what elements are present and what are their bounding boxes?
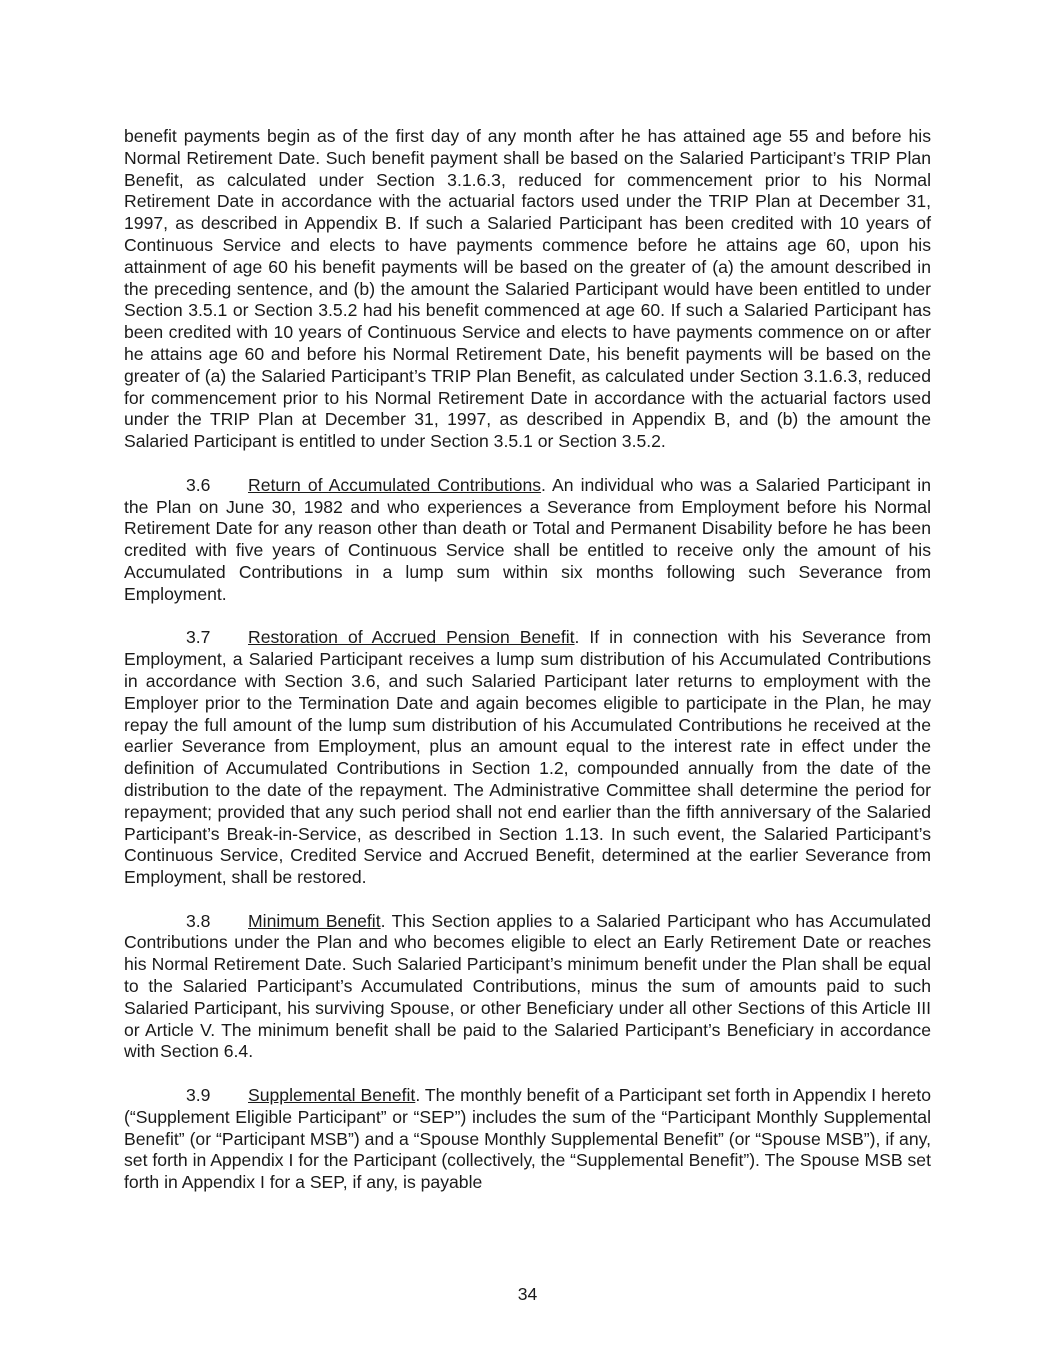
section-body: . If in connection with his Severance from Employment, a Salaried Participant receives a lump sum distribution of his Accumulated Contributions in accordance with Section 3.6, and such Salaried Participant later returns to employment with the Employer prior to the Termination Date and again becomes eligible to participate in the Plan, he may repay the full amount of the lump sum distribution of his Accumulated Contributions he received at the earlier Severance from Employment, plus an amount equal to the interest rate in effect under the definition of Accumulated Contributions in Section 1.2, compounded annually from the date of the distribution to the date of the repayment. The Administrative Committee shall determine the period for repayment; provided that any such period shall not end earlier than the fifth anniversary of the Salaried Participant’s Break-in-Service, as described in Section 1.13. In such event, the Salaried Participant’s Continuous Service, Credited Service and Accrued Benefit, determined at the earlier Severance from Employment, shall be restored. [124, 627, 931, 888]
section-heading: Return of Accumulated Contributions [248, 474, 542, 495]
section-3-7 [124, 627, 931, 889]
section-body: . This Section applies to a Salaried Participant who has Accumulated Contributions under the Plan and who becomes eligible to elect an Early Retirement Date or reaches his Normal Retirement Date. Such Salaried Participant’s minimum benefit under the Plan shall be equal to the Salaried Participant’s Accumulated Contributions, minus the sum of amounts paid to such Salaried Participant, his surviving Spouse, or other Beneficiary under all other Sections of this Article III or Article V. The minimum benefit shall be paid to the Salaried Participant’s Beneficiary in accordance with Section 6.4. [124, 910, 931, 1062]
document-page [124, 126, 931, 1194]
continuation-paragraph: benefit payments begin as of the first day of any month after he has attained age 55 and before his Normal Retirement Date. Such benefit payment shall be based on the Salaried Participant’s TRIP Plan Benefit, as calculated under Section 3.1.6.3, reduced for commencement prior to his Normal Retirement Date in accordance with the actuarial factors used under the TRIP Plan at December 31, 1997, as described in Appendix B. If such a Salaried Participant has been credited with 10 years of Continuous Service and elects to have payments commence before he attains age 60, upon his attainment of age 60 his benefit payments will be based on the greater of (a) the amount described in the preceding sentence, and (b) the amount the Salaried Participant would have been entitled to under Section 3.5.1 or Section 3.5.2 had his benefit commenced at age 60. If such a Salaried Participant has been credited with 10 years of Continuous Service and elects to have payments commence on or after he attains age 60 and before his Normal Retirement Date, his benefit payments will be based on the greater of (a) the Salaried Participant’s TRIP Plan Benefit, as calculated under Section 3.1.6.3, reduced for commencement prior to his Normal Retirement Date in accordance with the actuarial factors used under the TRIP Plan at December 31, 1997, as described in Appendix B, and (b) the amount the Salaried Participant is entitled to under Section 3.5.1 or Section 3.5.2. [124, 126, 931, 452]
section-3-8 [124, 911, 931, 1064]
section-heading: Supplemental Benefit [248, 1085, 416, 1106]
section-3-9 [124, 1085, 931, 1194]
section-3-6 [124, 475, 931, 606]
section-body: . The monthly benefit of a Participant set forth in Appendix I hereto (“Supplement Eligible Participant” or “SEP”) includes the sum of the “Participant Monthly Supplemental Benefit” (or “Participant MSB”) and a “Spouse Monthly Supplemental Benefit” (or “Spouse MSB”), if any, set forth in Appendix I for the Participant (collectively, the “Supplemental Benefit”). The Spouse MSB set forth in Appendix I for a SEP, if any, is payable [124, 1085, 931, 1193]
section-body: . An individual who was a Salaried Participant in the Plan on June 30, 1982 and who experiences a Severance from Employment before his Normal Retirement Date for any reason other than death or Total and Permanent Disability before he has been credited with five years of Continuous Service shall be entitled to receive only the amount of his Accumulated Contributions in a lump sum within six months following such Severance from Employment. [124, 474, 931, 604]
section-heading: Restoration of Accrued Pension Benefit [248, 627, 575, 648]
section-number: 3.7 [186, 627, 211, 648]
section-number: 3.8 [186, 910, 211, 931]
section-number: 3.9 [186, 1085, 211, 1106]
page-number: 34 [517, 1284, 538, 1304]
section-heading: Minimum Benefit [248, 910, 381, 931]
section-number: 3.6 [186, 474, 211, 495]
